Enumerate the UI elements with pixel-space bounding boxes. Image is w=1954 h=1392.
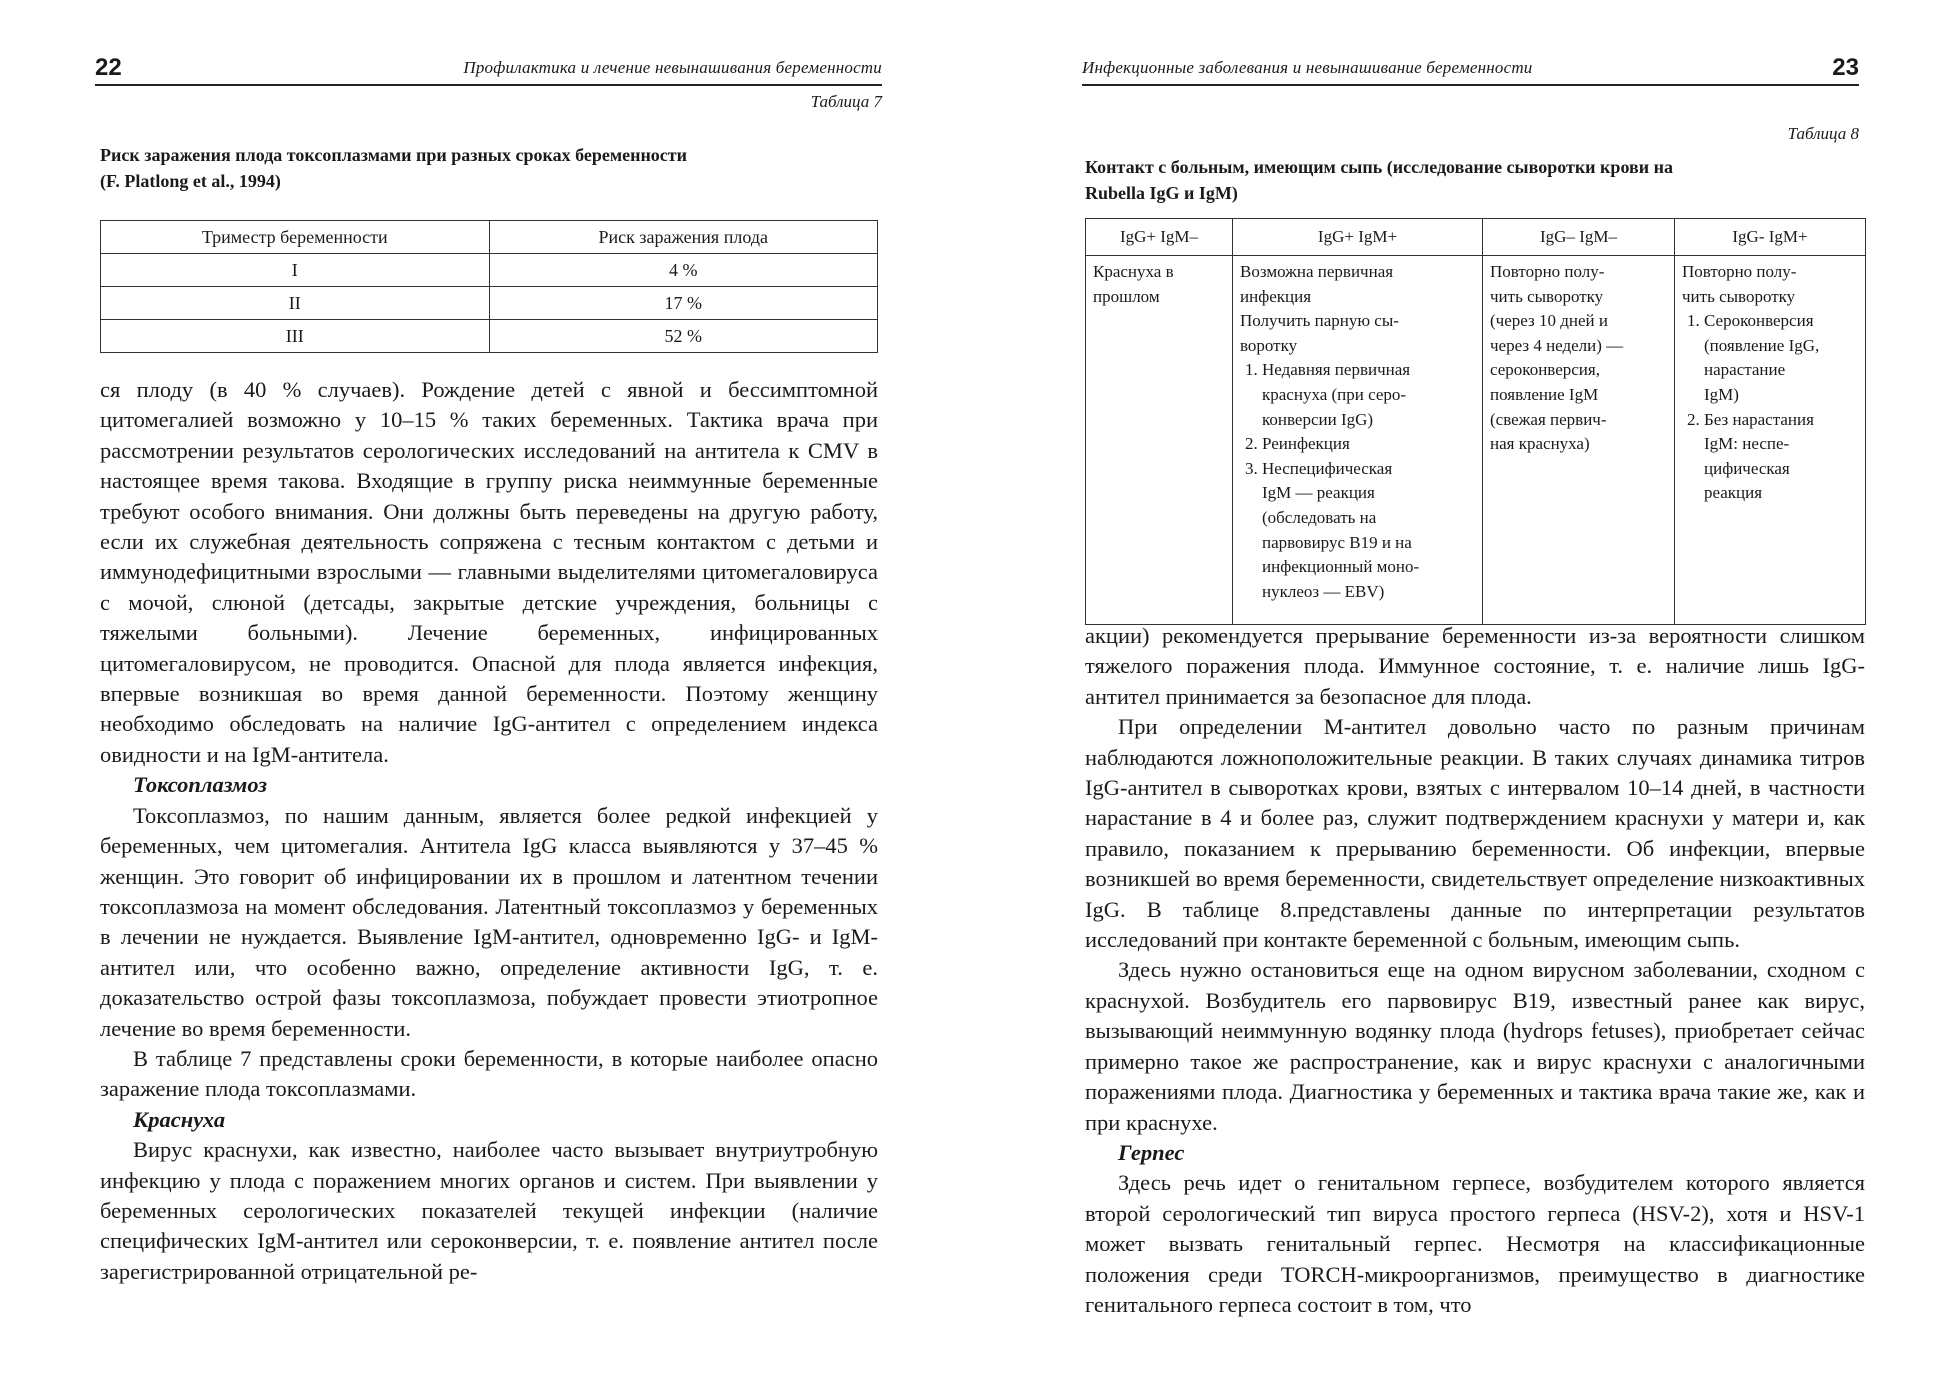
running-head-title: Инфекционные заболевания и невынашивание беременности — [1082, 58, 1533, 77]
numbered-list — [1240, 358, 1475, 604]
table-header-cell: IgG+ IgM+ — [1233, 219, 1483, 256]
table-caption: Контакт с больным, имеющим сыпь (исследование сыворотки крови на Rubella IgG и IgM) — [1085, 157, 1673, 203]
table-header-row — [101, 221, 878, 254]
table-cell: Возможна первичная инфекция Получить парную сы- воротку 1. Недавняя первичная краснуха (при серо- конверсии IgG) 2. Реинфекция 3. Неспецифическая IgM — реакция (обследовать на парвовирус В19 и на инфекционный моно- нуклеоз — EBV) — [1233, 256, 1483, 625]
table-header-cell: IgG+ IgM– — [1086, 219, 1233, 256]
table-8 — [1085, 218, 1866, 625]
table-cell: 52 % — [489, 320, 878, 353]
paragraph: Здесь речь идет о генитальном герпесе, возбудителем которого является второй серологический тип вируса простого герпеса (HSV-2), хотя и HSV-1 может вызвать генитальный герпес. Несмотря на классификационные положения среди TORCH-микроорганизмов, преимущество в диагностике генитального герпеса состоит в том, что — [1085, 1170, 1865, 1317]
running-head-title: Профилактика и лечение невынашивания беременности — [463, 58, 882, 77]
list-item: 3. Неспецифическая IgM — реакция (обследовать на парвовирус В19 и на инфекционный моно- нуклеоз — EBV) — [1262, 457, 1475, 605]
table-7 — [100, 220, 878, 353]
table-row — [101, 287, 878, 320]
table-caption: Риск заражения плода токсоплазмами при разных сроках беременности (F. Platlong et al., 1994) — [100, 145, 688, 191]
page-number: 23 — [1832, 54, 1859, 81]
paragraph: акции) рекомендуется прерывание беременности из-за вероятности слишком тяжелого поражения плода. Иммунное состояние, т. е. наличие лишь IgG-антител принимается за безопасное для плода. — [1085, 623, 1865, 709]
list-item: 1. Недавняя первичная краснуха (при серо- конверсии IgG) — [1262, 358, 1475, 432]
table-header-cell: IgG- IgM+ — [1675, 219, 1866, 256]
table-cell: Краснуха в прошлом — [1086, 256, 1233, 625]
table-cell: II — [101, 287, 490, 320]
paragraph: Здесь нужно остановиться еще на одном вирусном заболевании, сходном с краснухой. Возбудитель его парвовирус В19, известный ранее как вирус, вызывающий неиммунную водянку плода (hydrops fetuses), приобретает сейчас примерно такое же распространение, как и вирус краснухи с аналогичными поражениями плода. Диагностика у беременных и тактика врача такие же, как и при краснухе. — [1085, 957, 1865, 1135]
body-text — [100, 375, 878, 1287]
table-cell: III — [101, 320, 490, 353]
table-header-cell: IgG– IgM– — [1483, 219, 1675, 256]
numbered-list — [1682, 309, 1858, 506]
table-label: Таблица 8 — [1787, 124, 1859, 143]
list-item: 2. Без нарастания IgM: неспе- цифическая реакция — [1704, 408, 1858, 506]
table-cell: Повторно полу- чить сыворотку 1. Сероконверсия (появление IgG, нарастание IgM) 2. Без нарастания IgM: неспе- цифическая реакция — [1675, 256, 1866, 625]
section-heading: Герпес — [1118, 1139, 1185, 1165]
table-header-cell: Триместр беременности — [101, 221, 490, 254]
section-heading: Токсоплазмоз — [133, 772, 268, 798]
paragraph: Токсоплазмоз, по нашим данным, является более редкой инфекцией у беременных, чем цитомегалия. Антитела IgG класса выявляются у 37–45 % женщин. Это говорит об инфицировании их в прошлом и латентном течении токсоплазмоза на момент обследования. Латентный токсоплазмоз у беременных в лечении не нуждается. Выявление IgM-антител, одновременно IgG- и IgM-антител или, что особенно важно, определение активности IgG, т. е. доказательство острой фазы токсоплазмоза, побуждает провести этиотропное лечение во время беременности. — [100, 802, 878, 1041]
table-cell: 17 % — [489, 287, 878, 320]
table-label: Таблица 7 — [810, 92, 882, 111]
section-heading: Краснуха — [133, 1106, 226, 1132]
list-item: 2. Реинфекция — [1262, 432, 1475, 457]
running-head — [95, 48, 882, 86]
table-header-row — [1086, 219, 1866, 256]
table-row — [1086, 256, 1866, 625]
table-cell: Повторно полу- чить сыворотку (через 10 дней и через 4 недели) — сероконверсия, появление IgM (свежая первич- ная краснуха) — [1483, 256, 1675, 625]
table-row — [101, 254, 878, 287]
paragraph: Вирус краснухи, как известно, наиболее часто вызывает внутриутробную инфекцию у плода с поражением многих органов и систем. При выявлении у беременных серологических показателей текущей инфекции (наличие специфических IgM-антител или сероконверсии, т. е. появление антител после зарегистрированной отрицательной ре- — [100, 1137, 878, 1284]
body-text — [1085, 621, 1865, 1320]
paragraph: В таблице 7 представлены сроки беременности, в которые наиболее опасно заражение плода токсоплазмами. — [100, 1045, 878, 1102]
list-item: 1. Сероконверсия (появление IgG, нарастание IgM) — [1704, 309, 1858, 407]
running-head — [1082, 48, 1859, 86]
table-cell: 4 % — [489, 254, 878, 287]
paragraph: При определении М-антител довольно часто по разным причинам наблюдаются ложноположительные реакции. В таких случаях динамика титров IgG-антител в сыворотках крови, взятых с интервалом 10–14 дней, в частности нарастание в 4 и более раз, служит подтверждением краснухи у матери и, как правило, показанием к прерыванию беременности. Об инфекции, впервые возникшей во время беременности, свидетельствует определение низкоактивных IgG. В таблице 8.представлены данные по интерпретации результатов исследований при контакте беременной с больным, имеющим сыпь. — [1085, 714, 1865, 953]
paragraph: ся плоду (в 40 % случаев). Рождение детей с явной и бессимптомной цитомегалией возможно у 10–15 % таких беременных. Тактика врача при рассмотрении результатов серологических исследований на антитела к CMV в настоящее время такова. Входящие в группу риска неиммунные беременные требуют особого внимания. Они должны быть переведены на другую работу, если их служебная деятельность сопряжена с тесным контактом с детьми и иммунодефицитными взрослыми — главными выделителями цитомегаловируса с мочой, слюной (детсады, закрытые детские учреждения, больницы с тяжелыми больными). Лечение беременных, инфицированных цитомегаловирусом, не проводится. Опасной для плода является инфекция, впервые возникшая во время данной беременности. Поэтому женщину необходимо обследовать на наличие IgG-антител с определением индекса овидности и на IgM-антитела. — [100, 377, 878, 767]
table-header-cell: Риск заражения плода — [489, 221, 878, 254]
page-number: 22 — [95, 54, 122, 81]
table-cell: I — [101, 254, 490, 287]
table-row — [101, 320, 878, 353]
